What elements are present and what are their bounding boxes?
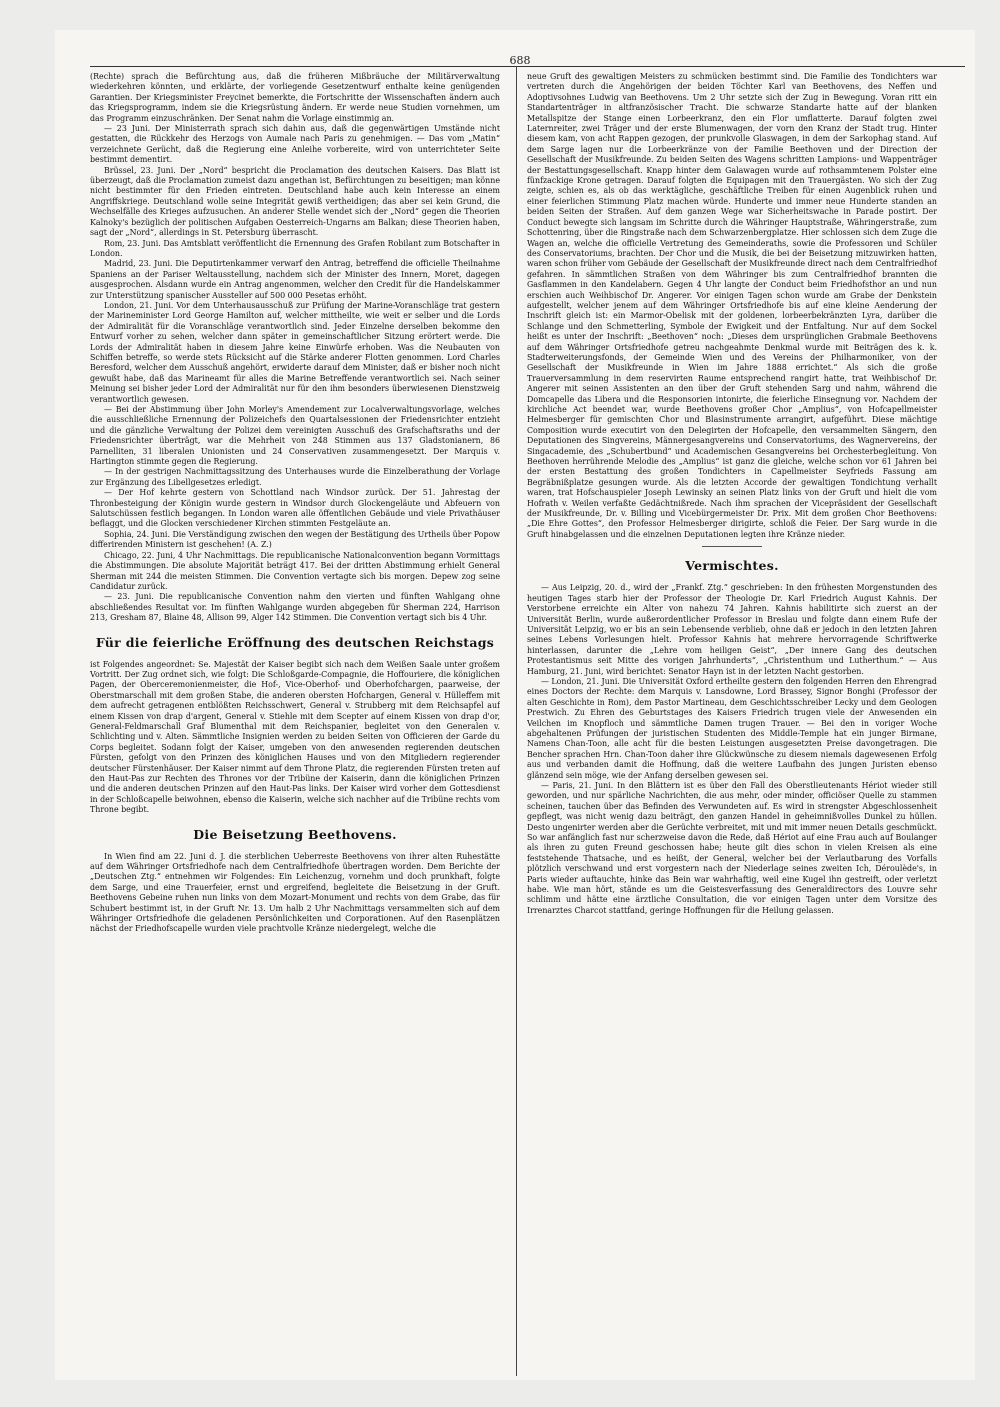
article-paragraph: — Paris, 21. Juni. In den Blättern ist es über den Fall des Oberstlieutenants Hériot wieder still geworden, und nur spärliche Nachrichten, die aus mehr, oder minder, officiöser Quelle zu stammen scheinen, tauchen über das Befinden des Verwundeten auf. Es wird in strengster Abgeschlossenheit gepflegt, was nicht wenig dazu beiträgt, den ganzen Handel in geheimnißvolles Dunkel zu hüllen. Desto ungenirter werden aber die Gerüchte verbreitet, mit und mit immer neuen Details geschmückt. So war anfänglich fast nur scherzweise davon die Rede, daß Hériot auf eine Frau auch auf Boulanger als ihren zu guten Freund geschossen habe; heute gilt dies schon in vielen Kreisen als eine feststehende Thatsache, und es heißt, der General, welcher bei der Verlautbarung des Vorfalls plötzlich verschwand und erst vorgestern nach der Niederlage seines zweiten Ich, Déroulède's, in Paris wieder auftauchte, hinke das Bein war wahrhaftig, weil eine Kugel ihn gestreift, oder verletzt habe. Wie man hört, stände es um die Geistesverfassung des Generaldirectors des Louvre sehr schlimm und hätte eine ärztliche Consultation, die vor einigen Tagen unter dem Vorsitze des Irrenarztes Charcot stattfand, geringe Hoffnungen für die Heilung gelassen. (527, 781, 937, 915)
article-paragraph: Chicago, 22. Juni, 4 Uhr Nachmittags. Die republicanische Nationalconvention begann Vormittags die Abstimmungen. Die absolute Majorität beträgt 417. Bei der dritten Abstimmung erhielt General Sherman mit 244 die meisten Stimmen. Die Convention vertagte sich bis morgen. Depew zog seine Candidatur zurück. (90, 550, 500, 591)
article-paragraph: London, 21. Juni. Vor dem Unterhausausschuß zur Prüfung der Marine-Voranschläge trat gestern der Marineminister Lord George Hamilton auf, welcher mittheilte, wie weit er selber und die Lords der Admiralität für die Voranschläge verantwortlich sind. Jeder Einzelne derselben bekomme den Entwurf vorher zu sehen, welcher dann später in gemeinschaftlicher Sitzung erörtert werde. Die Lords der Admiralität haben in diesem Jahre keine Einwürfe erhoben. Was die Neubauten von Schiffen betreffe, so werde stets Rücksicht auf die Stärke anderer Flotten genommen. Lord Charles Beresford, welcher dem Ausschuß angehört, erwiderte darauf dem Minister, daß er bisher noch nicht gewußt habe, daß das Marineamt für alles die Marine Betreffende verantwortlich sei. Nach seiner Meinung sei bisher jeder Lord der Admiralität nur für den ihm besonders überwiesenen Dienstzweig verantwortlich gewesen. (90, 300, 500, 404)
article-paragraph: — Der Hof kehrte gestern von Schottland nach Windsor zurück. Der 51. Jahrestag der Thronbesteigung der Königin wurde gestern in Windsor durch Glockengeläute und Abfeuern von Salutschüssen festlich begangen. In London waren alle öffentlichen Gebäude und viele Privathäuser beflaggt, und die Glocken verschiedener Kirchen stimmten Festgeläute an. (90, 488, 500, 529)
article-paragraph: In Wien find am 22. Juni d. J. die sterblichen Ueberreste Beethovens von ihrer alten Ruhestätte auf dem Währinger Ortsfriedhofe nach dem Centralfriedhofe übertragen worden. Dem Berichte der „Deutschen Ztg.“ entnehmen wir Folgendes: Ein Leichenzug, vornehm und doch prunkhaft, folgte dem Sarge, und eine Trauerfeier, ernst und ergreifend, begleitete die Beisetzung in der Gruft. Beethovens Gebeine ruhen nun links von dem Mozart-Monument und rechts von dem Grabe, das für Schubert bestimmt ist, in der Gruft Nr. 13. Um halb 2 Uhr Nachmittags versammelten sich auf dem Währinger Ortsfriedhofe die geladenen Persönlichkeiten und Corporationen. Auf den Rasenplätzen nächst der Friedhofscapelle wurden viele prachtvolle Kränze niedergelegt, welche die (90, 851, 500, 934)
article-paragraph: — In der gestrigen Nachmittagssitzung des Unterhauses wurde die Einzelberathung der Vorlage zur Ergänzung des Libellgesetzes erledigt. (90, 467, 500, 487)
article-paragraph: (Rechte) sprach die Befürchtung aus, daß die früheren Mißbräuche der Militärverwaltung wiederkehren könnten, und erklärte, der vorliegende Gesetzentwurf enthalte keine genügenden Garantien. Der Kriegsminister Freycinet bemerkte, die Fortschritte der Wissenschaften ändern auch das Kriegsprogramm, indem sie die Kriegsrüstung ändern. Er werde neue Studien vornehmen, um das Programm einzuschränken. Der Senat nahm die Vorlage einstimmig an. (90, 72, 500, 123)
article-paragraph: — London, 21. Juni. Die Universität Oxford ertheilte gestern den folgenden Herren den Ehrengrad eines Doctors der Rechte: dem Marquis v. Lansdowne, Lord Brassey, Signor Bonghi (Professor der alten Geschichte in Rom), dem Pastor Martineau, dem Geschichtsschreiber Lecky und dem Geologen Prestwich. Zu Ehren des Geburtstages des Kaisers Friedrich trugen viele der Anwesenden ein Veilchen im Knopfloch und sämmtliche Damen trugen Trauer. — Bei den in voriger Woche abgehaltenen Prüfungen der juristischen Studenten des Middle-Temple hat ein junger Birmane, Namens Chan-Toon, alle acht für die besten Leistungen ausgesetzten Preise davongetragen. Die Bencher sprachen Hrn. Chan-Toon daher ihre Glückwünsche zu diesem niemals dagewesenen Erfolg aus und verbanden damit die Hoffnung, daß die weitere Laufbahn des jungen Juristen ebenso glänzend sein möge, wie der Anfang derselben gewesen sei. (527, 676, 937, 780)
header-rule (90, 66, 965, 67)
article-paragraph: — Bei der Abstimmung über John Morley's Amendement zur Localverwaltungsvorlage, welches die ausschließliche Ernennung der Polizeichefs den Quartalsessionen der Friedensrichter entzieht und die gänzliche Verwaltung der Polizei dem vereinigten Ausschuß des Grafschaftsraths und der Friedensrichter überträgt, war die Mehrheit von 248 Stimmen aus 137 Gladstonianern, 86 Parnelliten, 31 liberalen Unionisten und 24 Conservativen zusammengesetzt. Der Marquis v. Hartington stimmte gegen die Regierung. (90, 405, 500, 467)
article-paragraph: Brüssel, 23. Juni. Der „Nord“ bespricht die Proclamation des deutschen Kaisers. Das Blatt ist überzeugt, daß die Proclamation zumeist dazu angethan ist, Befürchtungen zu beseitigen; man könne nicht bestimmter für den Frieden eintreten. Deutschland habe auch kein Interesse an einem Angriffskriege. Deutschland wolle seine Integrität gewiß vertheidigen; das aber sei kein Grund, die Wechselfälle des Krieges aufzusuchen. An anderer Stelle wendet sich der „Nord“ gegen die Theorien Kalnoky's bezüglich der politischen Aufgaben Oesterreich-Ungarns am Balkan; diese Theorien haben, sagt der „Nord“, allerdings in St. Petersburg überrascht. (90, 165, 500, 238)
section-heading-vermischtes: Vermischtes. (685, 558, 779, 574)
page-number: 688 (509, 54, 531, 67)
article-paragraph: — Aus Leipzig, 20. d., wird der „Frankf. Ztg.“ geschrieben: In den frühesten Morgenstunden des heutigen Tages starb hier der Professor der Theologie Dr. Karl Friedrich August Kahnis. Der Verstorbene erreichte ein Alter von nahezu 74 Jahren. Kahnis habilitirte sich zuerst an der Universität Berlin, wurde außerordentlicher Professor in Breslau und folgte dann einem Rufe der Universität Leipzig, wo er bis an sein Lebensende verblieb, ohne daß er jedoch in den letzten Jahren seines Lebens Vorlesungen hielt. Professor Kahnis hat mehrere hervorragende Schriftwerke hinterlassen, darunter die „Lehre vom heiligen Geist“, „Der innere Gang des deutschen Protestantismus seit Mitte des vorigen Jahrhunderts“, „Christenthum und Lutherthum.“ — Aus Hamburg, 21. Juni, wird berichtet: Senator Hayn ist in der letzten Nacht gestorben. (527, 583, 937, 676)
section-heading-beethoven: Die Beisetzung Beethovens. (193, 826, 397, 842)
right-column (527, 72, 937, 1372)
section-heading-reichstag: Für die feierliche Eröffnung des deutschen Reichstags (95, 634, 495, 650)
section-rule (702, 546, 762, 547)
article-paragraph: — 23. Juni. Die republicanische Convention nahm den vierten und fünften Wahlgang ohne abschließendes Resultat vor. Im fünften Wahlgange wurden abgegeben für Sherman 224, Harrison 213, Gresham 87, Blaine 48, Allison 99, Alger 142 Stimmen. Die Convention vertagt sich bis 4 Uhr. (90, 592, 500, 623)
article-paragraph: Sophia, 24. Juni. Die Verständigung zwischen den wegen der Bestätigung des Urtheils über Popow differirenden Ministern ist geschehen! (A. Z.) (90, 529, 500, 550)
article-paragraph: neue Gruft des gewaltigen Meisters zu schmücken bestimmt sind. Die Familie des Tondichters war vertreten durch die Angehörigen der beiden Töchter Karl van Beethovens, des Neffen und Adoptivsohnes Ludwig van Beethovens. Um 2 Uhr setzte sich der Zug in Bewegung. Voran ritt ein Standartenträger in altfranzösischer Tracht. Die schwarze Standarte hatte auf der blanken Metallspitze der Stange einen Lorbeerkranz, den ein Flor umflatterte. Darauf folgten zwei Laternreiter, zwei Träger und der erste Blumenwagen, der vorn den Kranz der Stadt trug. Hinter diesem kam, von acht Rappen gezogen, der prunkvolle Glaswagen, in dem der Sarkophag stand. Auf dem Sarge lagen nur die Lorbeerkränze von der Familie Beethoven und der Direction der Gesellschaft der Musikfreunde. Zu beiden Seiten des Wagens schritten Lampions- und Wappenträger der Bestattungsgesellschaft. Knapp hinter dem Galawagen wurde auf rothsammtenem Polster eine fünfzackige Krone getragen. Darauf folgten die Equipagen mit den Trauergästen. Wo sich der Zug zeigte, schien es, als ob das werktägliche, geschäftliche Treiben für einen Augenblick ruhen und einer feierlichen Stimmung Platz machen würde. Hunderte und immer neue Hunderte standen an beiden Seiten der Straßen. Auf dem ganzen Wege war Sicherheitswache in Parade postirt. Der Conduct bewegte sich langsam im Schritte durch die Währinger Hauptstraße, Währingerstraße, zum Schottenring, über die Ringstraße nach dem Schwarzenbergplatze. Hier schlossen sich dem Zuge die Wagen an, welche die officielle Vertretung des Gemeinderaths, sowie die Professoren und Schüler des Conservatoriums, brachten. Der Chor und die Musik, die bei der Beisetzung mitzuwirken hatten, waren schon früher vom Gebäude der Gesellschaft der Musikfreunde direct nach dem Centralfriedhof gefahren. In sämmtlichen Straßen von dem Währinger bis zum Centralfriedhof brannten die Gasflammen in den Kandelabern. Gegen 4 Uhr langte der Conduct beim Friedhofsthor an und nun erschien auch Weihbischof Dr. Angerer. Vor einigen Tagen schon wurde am Grabe der Denkstein aufgestellt, welcher jenem auf dem Währinger Ortsfriedhofe bis auf eine kleine Aenderung der Inschrift gleich ist: ein Marmor-Obelisk mit der goldenen, lorbeerbekränzten Lyra, darüber die Schlange und den Schmetterling, Symbole der Ewigkeit und der Entfaltung. Nur auf dem Sockel heißt es unter der Inschrift: „Beethoven“ noch: „Dieses dem ursprünglichen Grabmale Beethovens auf dem Währinger Ortsfriedhofe getreu nachgeahmte Denkmal wurde mit Beiträgen des k. k. Stadterweiterungsfonds, der Gemeinde Wien und des Vereins der Philharmoniker, von der Gesellschaft der Musikfreunde in Wien im Jahre 1888 errichtet.“ Als sich die große Trauerversammlung in dem reservirten Raume entsprechend rangirt hatte, trat Weihbischof Dr. Angerer mit seinen Assistenten an den über der Gruft stehenden Sarg und nahm, während die Domcapelle das Libera und die Responsorien intonirte, die feierliche Einsegnung vor. Nachdem der kirchliche Act beendet war, wurde Beethovens großer Chor „Amplius“, von Hofcapellmeister Helmesberger für gemischten Chor und Blasinstrumente arrangirt, aufgeführt. Diese mächtige Composition wurde executirt von den Delegirten der Hofcapelle, den versammelten Sängern, den Deputationen des Singvereins, Männergesangvereins und Conservatoriums, des Wagnervereins, der Singacademie, des „Schubertbund“ und Academischen Gesangvereins bei Orchesterbegleitung. Von Beethoven herrührende Melodie des „Amplius“ ist ganz die gleiche, welche schon vor 61 Jahren bei der ersten Bestattung des großen Tondichters in Capellmeister Seyfrieds Fassung am Begräbnißplatze gesungen wurde. Als die letzten Accorde der gewaltigen Tondichtung verhallt waren, trat Hofschauspieler Joseph Lewinsky an seinen Platz links von der Gruft und hielt die vom Hofrath v. Weilen verfaßte Gedächtnißrede. Nach ihm sprachen der Vicepräsident der Gesellschaft der Musikfreunde, Dr. v. Billing und Vicebürgermeister Dr. Prix. Mit dem großen Chor Beethovens: „Die Ehre Gottes“, den Professor Helmesberger dirigirte, schloß die Feier. Der Sarg wurde in die Gruft hinabgelassen und die einzelnen Deputationen legten ihre Kränze nieder. (527, 72, 937, 539)
left-column (90, 72, 500, 1372)
column-divider (516, 66, 517, 1376)
article-paragraph: — 23 Juni. Der Ministerrath sprach sich dahin aus, daß die gegenwärtigen Umstände nicht gestatten, die Rückkehr des Herzogs von Aumale nach Paris zu genehmigen. — Das vom „Matin“ verzeichnete Gerücht, daß die Regierung eine Anleihe vorbereite, wird von unterrichteter Seite bestimmt dementirt. (90, 124, 500, 165)
article-paragraph: ist Folgendes angeordnet: Se. Majestät der Kaiser begibt sich nach dem Weißen Saale unter großem Vortritt. Der Zug ordnet sich, wie folgt: Die Schloßgarde-Compagnie, die Hoffouriere, die königlichen Pagen, der Oberceremonienmeister, die Hof-, Vice-Oberhof- und Oberhofchargen, paarweise, der Oberstmarschall mit dem großen Stabe, die anderen obersten Hofchargen, General v. Hülleffem mit dem aufrecht getragenen entblößten Reichsschwert, General v. Strubberg mit dem Reichsapfel auf einem Kissen von drap d'argent, General v. Stiehle mit dem Scepter auf einem Kissen von drap d'or, General-Feldmarschall Graf Blumenthal mit dem Reichspanier, begleitet von den Generalen v. Schlichting und v. Alten. Sämmtliche Insignien werden zu beiden Seiten von Officieren der Garde du Corps begleitet. Sodann folgt der Kaiser, umgeben von den anwesenden regierenden deutschen Fürsten, gefolgt von den Prinzen des königlichen Hauses und von den Mitgliedern regierender deutscher Fürstenhäuser. Der Kaiser nimmt auf dem Throne Platz, die regierenden Fürsten treten auf den Haut-Pas zur Rechten des Thrones vor der Tribüne der Kaiserin, dann die königlichen Prinzen und die anderen deutschen Prinzen auf den Haut-Pas links. Der Kaiser wird vorher dem Gottesdienst in der Schloßcapelle beiwohnen, ebenso die Kaiserin, welche sich nachher auf die Tribüne rechts vom Throne begibt. (90, 659, 500, 815)
article-paragraph: Madrid, 23. Juni. Die Deputirtenkammer verwarf den Antrag, betreffend die officielle Theilnahme Spaniens an der Pariser Weltausstellung, nachdem sich der Minister des Innern, Moret, dagegen ausgesprochen. Alsdann wurde ein Antrag angenommen, welcher den Credit für die Handelskammer zur Unterstützung spanischer Aussteller auf 500 000 Pesetas erhöht. (90, 259, 500, 300)
article-paragraph: Rom, 23. Juni. Das Amtsblatt veröffentlicht die Ernennung des Grafen Robilant zum Botschafter in London. (90, 238, 500, 258)
